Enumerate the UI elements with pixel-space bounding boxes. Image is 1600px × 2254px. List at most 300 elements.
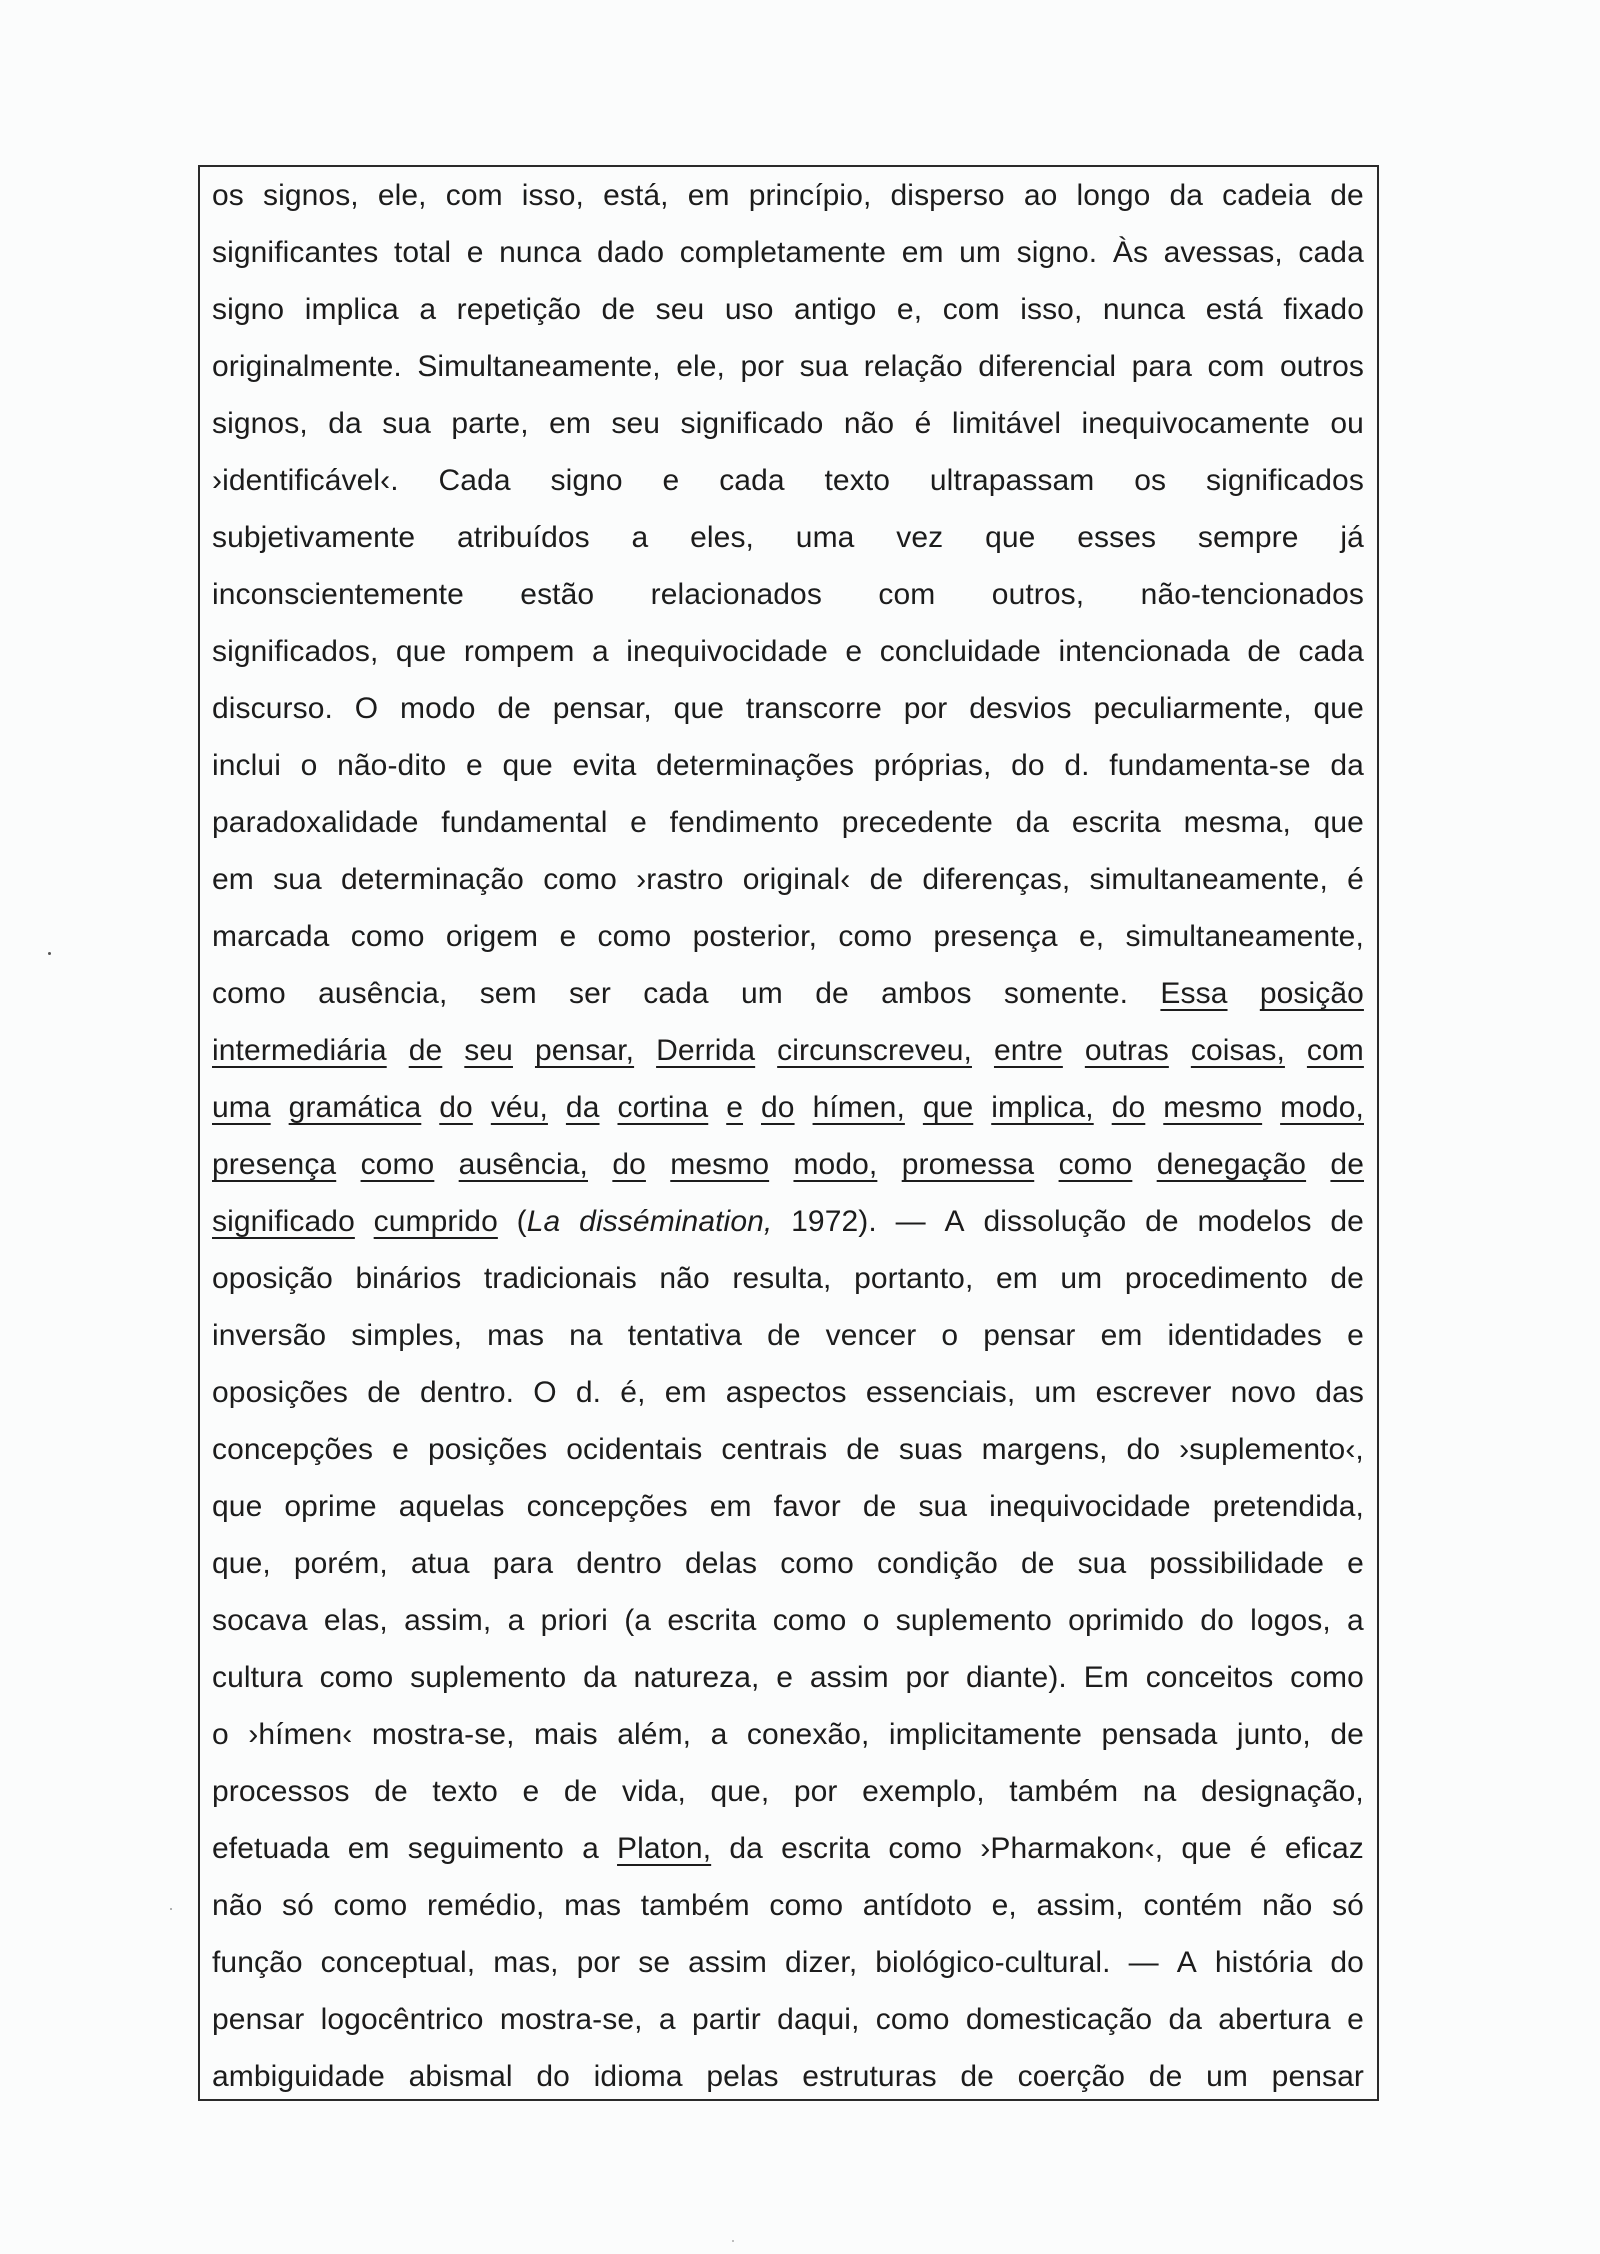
word: e: [392, 1433, 409, 1466]
word: posições: [427, 1433, 548, 1466]
word: mesmo: [670, 1148, 770, 1181]
text-line: [212, 1649, 1364, 1706]
word: daqui,: [777, 2003, 860, 2036]
word: que,: [710, 1775, 770, 1808]
word: presença: [212, 1148, 337, 1181]
word: assim,: [404, 1604, 492, 1637]
word: efetuada: [212, 1832, 330, 1865]
word: dizer,: [784, 1946, 858, 1979]
word: estão: [520, 578, 595, 611]
word: relacionados: [650, 578, 822, 611]
word: do: [1011, 749, 1045, 782]
word: um: [1034, 1376, 1077, 1409]
word: com: [942, 293, 1000, 326]
word: que: [673, 692, 725, 725]
word: abismal: [408, 2060, 513, 2093]
word: —: [895, 1205, 926, 1238]
word: pretendida,: [1212, 1490, 1364, 1523]
word: promessa: [901, 1148, 1035, 1181]
word: de: [1330, 1148, 1364, 1181]
word: cada: [1298, 236, 1364, 269]
word: dentro: [576, 1547, 662, 1580]
word: exemplo,: [862, 1775, 985, 1808]
text-line: [212, 851, 1364, 908]
word: é: [1347, 863, 1364, 896]
word: texto: [824, 464, 891, 497]
word: atua: [410, 1547, 470, 1580]
word: cumprido: [373, 1205, 498, 1238]
word: o: [212, 1718, 229, 1751]
word: de: [1148, 2060, 1183, 2093]
word: seu: [655, 293, 705, 326]
word: não-tencionados: [1140, 578, 1364, 611]
word: intencionada: [1058, 635, 1230, 668]
word: parte,: [451, 407, 529, 440]
word: um: [959, 236, 1002, 269]
word: cada: [1298, 635, 1364, 668]
word: biológico-cultural.: [875, 1946, 1111, 1979]
word: mostra-se,: [371, 1718, 515, 1751]
word: com: [878, 578, 936, 611]
word: significado: [212, 1205, 355, 1238]
word: da: [328, 407, 362, 440]
word: a: [1347, 1604, 1364, 1637]
word: natureza,: [633, 1661, 760, 1694]
word: cada: [643, 977, 709, 1010]
word: binários: [355, 1262, 462, 1295]
word: ambiguidade: [212, 2060, 385, 2093]
word: concepções: [526, 1490, 688, 1523]
text-line: [212, 281, 1364, 338]
word: processos: [212, 1775, 350, 1808]
word: simultaneamente,: [1125, 920, 1364, 953]
word: paradoxalidade: [212, 806, 419, 839]
text-line: [212, 1250, 1364, 1307]
word: mesma,: [1183, 806, 1291, 839]
scan-speck: [48, 952, 51, 955]
word: d.: [575, 1376, 602, 1409]
word: simples,: [351, 1319, 463, 1352]
word: de: [767, 1319, 801, 1352]
word: discurso.: [212, 692, 333, 725]
word: procedimento: [1124, 1262, 1308, 1295]
word: por: [903, 692, 948, 725]
word: se: [638, 1946, 671, 1979]
word: e: [1347, 2003, 1364, 2036]
word: esses: [1077, 521, 1157, 554]
word: possibilidade: [1149, 1547, 1325, 1580]
text-line: [212, 908, 1364, 965]
word: a: [710, 1718, 728, 1751]
text-line: [212, 1364, 1364, 1421]
word: ›identificável‹.: [212, 464, 399, 497]
word: e: [630, 806, 647, 839]
word: de: [601, 293, 636, 326]
word: oprimido: [1068, 1604, 1185, 1637]
word: inequivocidade: [626, 635, 828, 668]
word: com: [1207, 350, 1265, 383]
word: e: [466, 236, 484, 269]
text-line: [212, 167, 1364, 224]
word: e,: [896, 293, 923, 326]
text-line: [212, 1991, 1364, 2048]
word: Platon,: [617, 1832, 712, 1865]
word: mas,: [493, 1946, 559, 1979]
word: de: [846, 1433, 880, 1466]
word: ›suplemento‹,: [1179, 1433, 1364, 1466]
word: antigo: [794, 293, 877, 326]
text-line: [212, 1763, 1364, 1820]
word: completamente: [679, 236, 887, 269]
word: que: [985, 521, 1036, 554]
word: assim: [688, 1946, 767, 1979]
word: em: [212, 863, 254, 896]
text-line: [212, 1022, 1364, 1079]
word: pensar: [212, 2003, 305, 2036]
word: está,: [603, 179, 669, 212]
word: do: [1330, 1946, 1364, 1979]
word: é,: [620, 1376, 646, 1409]
word: sua: [273, 863, 322, 896]
word: nunca: [1102, 293, 1186, 326]
word: modelos: [1197, 1205, 1312, 1238]
text-line: [212, 1478, 1364, 1535]
word: signo: [212, 293, 285, 326]
word: significantes: [212, 236, 379, 269]
word: de: [960, 2060, 994, 2093]
word: como: [1290, 1661, 1364, 1694]
word: outras: [1084, 1034, 1169, 1067]
word: de: [869, 863, 904, 896]
text-line: [212, 1535, 1364, 1592]
word: avessas,: [1163, 236, 1283, 269]
word: com: [1306, 1034, 1364, 1067]
word: e: [1347, 1319, 1364, 1352]
word: de: [1330, 1262, 1364, 1295]
word: também: [1009, 1775, 1119, 1808]
word: assim: [809, 1661, 889, 1694]
word: seu: [611, 407, 661, 440]
word: ele,: [377, 179, 427, 212]
word: de: [1330, 179, 1364, 212]
word: ou: [1330, 407, 1364, 440]
word: dissémination,: [579, 1205, 773, 1238]
word: inequivocidade: [989, 1490, 1191, 1523]
word: da: [565, 1091, 600, 1124]
word: Às: [1112, 236, 1149, 269]
word: posição: [1259, 977, 1364, 1010]
text-line: [212, 1136, 1364, 1193]
word: diante).: [966, 1661, 1067, 1694]
word: em: [687, 179, 730, 212]
word: priori: [540, 1604, 608, 1637]
word: ausência,: [458, 1148, 588, 1181]
word: não: [843, 407, 895, 440]
word: vez: [896, 521, 944, 554]
word: disperso: [890, 179, 1005, 212]
word: cortina: [617, 1091, 709, 1124]
word: significados,: [212, 635, 379, 668]
word: dentro.: [419, 1376, 515, 1409]
word: a: [591, 635, 609, 668]
word: oposição: [212, 1262, 333, 1295]
word: sem: [479, 977, 537, 1010]
word: suplemento: [410, 1661, 567, 1694]
word: escrever: [1095, 1376, 1212, 1409]
word: gramática: [288, 1091, 422, 1124]
word: como: [597, 920, 672, 953]
word: como: [780, 1547, 854, 1580]
word: 1972).: [791, 1205, 877, 1238]
word: para: [1131, 350, 1193, 383]
word: mais: [534, 1718, 598, 1751]
word: implica,: [991, 1091, 1094, 1124]
word: eles,: [690, 521, 754, 554]
word: é: [914, 407, 932, 440]
word: presença: [933, 920, 1058, 953]
word: da: [583, 1661, 617, 1694]
word: mostra-se,: [499, 2003, 643, 2036]
word: os: [1134, 464, 1167, 497]
word: significado: [680, 407, 824, 440]
word: —: [1128, 1946, 1159, 1979]
word: essenciais,: [865, 1376, 1016, 1409]
text-frame: [198, 165, 1379, 2101]
word: pensar,: [552, 692, 652, 725]
word: signo: [550, 464, 623, 497]
word: conceptual,: [320, 1946, 476, 1979]
word: fundamenta-se: [1109, 749, 1311, 782]
word: que: [922, 1091, 974, 1124]
word: e: [662, 464, 680, 497]
word: marcada: [212, 920, 330, 953]
text-line: [212, 566, 1364, 623]
word: Essa: [1160, 977, 1228, 1010]
word: em: [549, 407, 591, 440]
text-line: [212, 224, 1364, 281]
word: inequivocamente: [1081, 407, 1310, 440]
word: um: [1206, 2060, 1248, 2093]
word: ser: [568, 977, 611, 1010]
word: o: [300, 749, 318, 782]
word: pelas: [706, 2060, 779, 2093]
word: precedente: [841, 806, 993, 839]
word: como: [888, 1832, 963, 1865]
word: elas,: [323, 1604, 388, 1637]
word: delas: [684, 1547, 758, 1580]
word: não: [212, 1889, 263, 1922]
word: de: [1020, 1547, 1055, 1580]
word: signo.: [1016, 236, 1098, 269]
word: de: [1330, 1718, 1364, 1751]
word: conceitos: [1145, 1661, 1274, 1694]
word: da: [1168, 2003, 1203, 2036]
word: e: [559, 920, 577, 953]
word: seguimento: [407, 1832, 564, 1865]
word: de: [408, 1034, 443, 1067]
word: e: [522, 1775, 540, 1808]
word: diferenças,: [922, 863, 1071, 896]
word: é: [1249, 1832, 1267, 1865]
word: suplemento: [895, 1604, 1052, 1637]
word: do: [1200, 1604, 1234, 1637]
word: uma: [212, 1091, 271, 1124]
word: aquelas: [398, 1490, 505, 1523]
word: simultaneamente,: [1089, 863, 1328, 896]
word: resulta,: [732, 1262, 832, 1295]
word: original‹: [742, 863, 851, 896]
word: do: [536, 2060, 570, 2093]
word: por: [793, 1775, 838, 1808]
word: que: [1313, 806, 1364, 839]
word: de: [1247, 635, 1281, 668]
text-line: [212, 1079, 1364, 1136]
word: uma: [795, 521, 855, 554]
word: designação,: [1200, 1775, 1364, 1808]
word: não: [1262, 1889, 1313, 1922]
word: novo: [1230, 1376, 1297, 1409]
word: hímen,: [812, 1091, 905, 1124]
word: logos,: [1250, 1604, 1331, 1637]
word: história: [1214, 1946, 1313, 1979]
word: os: [212, 179, 244, 212]
word: origem: [445, 920, 539, 953]
word: o: [941, 1319, 959, 1352]
word: e,: [1078, 920, 1105, 953]
word: próprias,: [873, 749, 992, 782]
word: modo,: [793, 1148, 878, 1181]
word: além,: [617, 1718, 692, 1751]
word: já: [1340, 521, 1364, 554]
word: em: [347, 1832, 390, 1865]
word: seu: [464, 1034, 513, 1067]
word: peculiarmente,: [1093, 692, 1292, 725]
word: a: [631, 521, 649, 554]
word: identidades: [1167, 1319, 1323, 1352]
word: para: [492, 1547, 554, 1580]
word: que: [502, 749, 553, 782]
word: ambos: [881, 977, 972, 1010]
word: O: [354, 692, 379, 725]
text-line: [212, 1877, 1364, 1934]
word: escrita: [667, 1604, 757, 1637]
word: e: [845, 635, 863, 668]
word: do: [439, 1091, 473, 1124]
word: como: [769, 1889, 844, 1922]
word: de: [815, 977, 849, 1010]
word: como: [838, 920, 913, 953]
word: ocidentais: [566, 1433, 703, 1466]
word: dissolução: [983, 1205, 1127, 1238]
word: relação: [863, 350, 963, 383]
word: princípio,: [748, 179, 872, 212]
word: sempre: [1197, 521, 1299, 554]
word: pensar,: [534, 1034, 635, 1067]
word: denegação: [1156, 1148, 1307, 1181]
word: na: [1142, 1775, 1177, 1808]
word: coerção: [1017, 2060, 1126, 2093]
word: inclui: [212, 749, 281, 782]
word: antídoto: [862, 1889, 972, 1922]
word: das: [1315, 1376, 1364, 1409]
text-line: [212, 1934, 1364, 1991]
word: de: [497, 692, 531, 725]
word: e: [466, 749, 483, 782]
word: a: [658, 2003, 676, 2036]
word: Derrida: [656, 1034, 756, 1067]
text-line: [212, 338, 1364, 395]
word: inversão: [212, 1319, 327, 1352]
word: escrita: [1071, 806, 1161, 839]
word: outros,: [991, 578, 1085, 611]
word: em: [901, 236, 944, 269]
word: originalmente.: [212, 350, 402, 383]
word: idioma: [593, 2060, 683, 2093]
word: só: [282, 1889, 314, 1922]
word: cada: [719, 464, 785, 497]
word: da: [1330, 749, 1364, 782]
word: favor: [773, 1490, 841, 1523]
word: com: [445, 179, 503, 212]
word: significados: [1205, 464, 1364, 497]
word: da: [1169, 179, 1204, 212]
word: implica: [304, 293, 399, 326]
word: por: [576, 1946, 621, 1979]
word: ele,: [676, 350, 725, 383]
word: de: [1330, 1205, 1364, 1238]
word: que: [1313, 692, 1364, 725]
word: a: [582, 1832, 599, 1865]
word: ausência,: [318, 977, 448, 1010]
word: desvios: [969, 692, 1072, 725]
text-line: [212, 2048, 1364, 2105]
word: sua: [1077, 1547, 1127, 1580]
word: (La: [516, 1205, 561, 1238]
word: abertura: [1218, 2003, 1331, 2036]
text-line: [212, 623, 1364, 680]
word: e: [726, 1091, 744, 1124]
word: contém: [1143, 1889, 1243, 1922]
word: estruturas: [802, 2060, 937, 2093]
word: que: [1181, 1832, 1232, 1865]
word: a: [419, 293, 437, 326]
word: de: [1145, 1205, 1179, 1238]
word: e,: [991, 1889, 1017, 1922]
word: d.: [1064, 749, 1090, 782]
text-line: [212, 1421, 1364, 1478]
word: que: [395, 635, 447, 668]
word: não: [659, 1262, 710, 1295]
word: evita: [572, 749, 637, 782]
text-line: [212, 1193, 1364, 1250]
word: (a: [624, 1604, 652, 1637]
word: do: [1126, 1433, 1161, 1466]
word: fixado: [1283, 293, 1364, 326]
word: como: [350, 920, 425, 953]
word: que,: [212, 1547, 271, 1580]
word: não-dito: [337, 749, 447, 782]
word: eficaz: [1284, 1832, 1364, 1865]
word: partir: [691, 2003, 761, 2036]
word: centrais: [721, 1433, 828, 1466]
text-line: [212, 395, 1364, 452]
word: modo: [400, 692, 476, 725]
word: total: [393, 236, 452, 269]
word: por: [905, 1661, 950, 1694]
word: posterior,: [692, 920, 818, 953]
word: escrita: [781, 1832, 871, 1865]
word: como: [772, 1604, 847, 1637]
